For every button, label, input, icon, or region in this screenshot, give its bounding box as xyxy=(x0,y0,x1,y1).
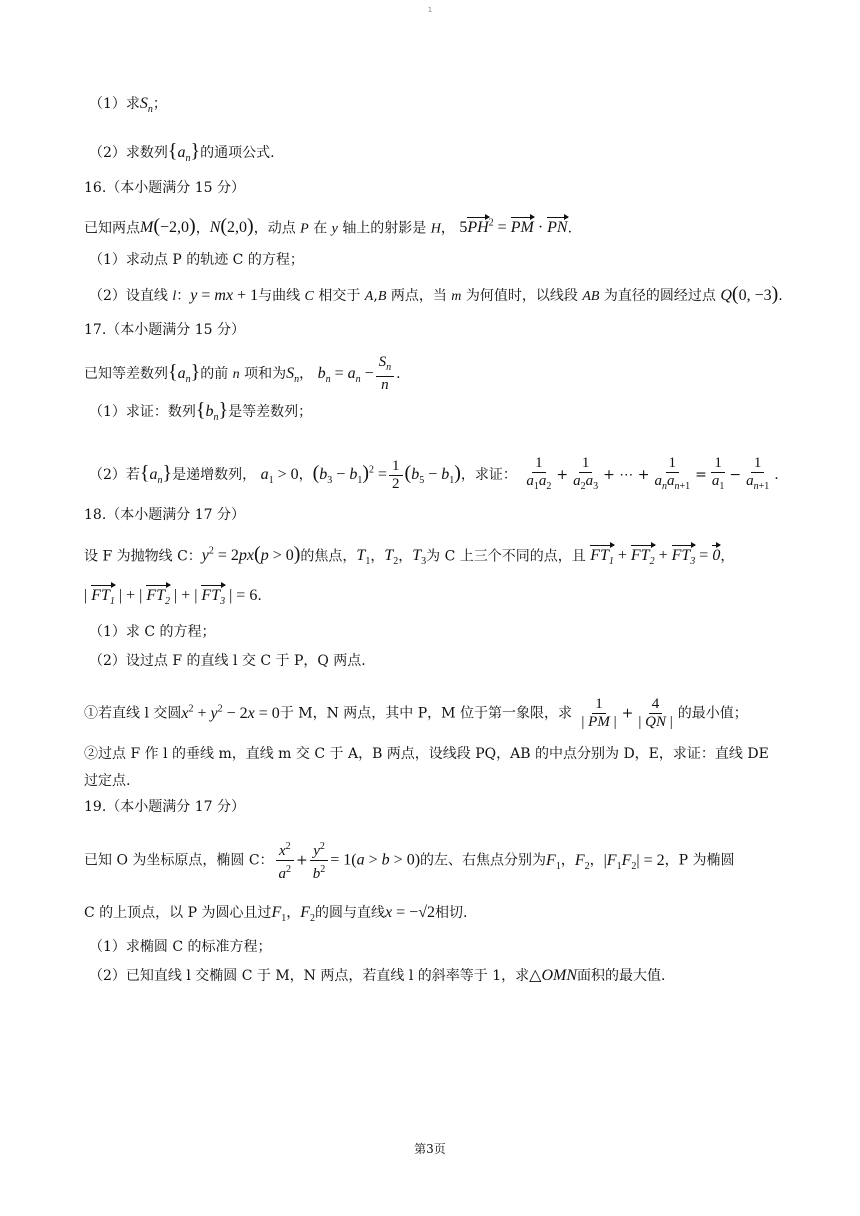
p19-q2: （2）已知直线 l 交椭圆 C 于 M，N 两点，若直线 l 的斜率等于 1，求△OMN面积的最大值. xyxy=(89,967,666,984)
p17-q1: （1）求证：数列$\{b_n\}$是等差数列； xyxy=(89,399,313,424)
p16-stem: 已知两点M(−2,0)，N(2,0)，动点 P 在 y 轴上的射影是 H， $5PH^2$ = PM · PN. xyxy=(84,215,573,238)
p19-header: 19.（本小题满分 17 分） xyxy=(84,799,245,815)
p18-header: 18.（本小题满分 17 分） xyxy=(84,507,245,523)
p18-stem-2: | $FT_1$ | + | $FT_2$ | + | $FT_3$ | = 6. xyxy=(84,586,800,612)
p18-q1: （1）求 C 的方程； xyxy=(89,624,216,640)
p19-stem: 已知 O 为坐标原点，椭圆 C： $\frac{x^2}{a^2}$ + $\frac{y^2}{b^2}$ = 1(a > b > 0)的左、右焦点分别为$F_1$，$F_2$，$|F_1F_2| = 2$，P 为椭圆 xyxy=(84,838,800,883)
p16-q1: （1）求动点 P 的轨迹 C 的方程； xyxy=(89,252,304,268)
p16-header: 16.（本小题满分 15 分） xyxy=(84,180,245,196)
p18-stem: 设 F 为抛物线 C：$y^2 = 2px(p > 0)$的焦点，$T_1$，$T_2$，$T_3$为 C 上三个不同的点，且 $FT_1 + FT_2 + FT_3 = 0$， xyxy=(84,542,800,573)
p15-q2: （2）求数列$\{a_n\}$的通项公式. xyxy=(89,140,275,165)
p17-stem: 已知等差数列$\{a_n\}$的前 n 项和为$S_n$， $b_n = a_n$ − $\frac{S_n}{n}$ . xyxy=(84,354,401,393)
p18-q2: （2）设过点 F 的直线 l 交 C 于 P，Q 两点. xyxy=(89,653,366,669)
p19-q1: （1）求椭圆 C 的标准方程； xyxy=(89,939,272,955)
p18-s2-cont: 过定点. xyxy=(84,773,131,789)
p18-s2: ②过点 F 作 l 的垂线 m，直线 m 交 C 于 A，B 两点，设线段 PQ，AB 的中点分别为 D，E，求证：直线 DE xyxy=(84,746,769,762)
p17-q2: （2）若$\{a_n\}$是递增数列， $a_1 > 0$，$(b_3 - b_1)^2$ = $\frac{1}{2}$ $(b_5 - b_1)$，求证： $\frac{1}{a_1a_2}$ + $\frac{1}{a_2a_3}$ + ⋯ + $\frac{1}{a_na_{n+1}}$ = $\frac{1}{a_1}$ − $\frac{1}{a_{n+1}}$ . xyxy=(89,455,779,492)
p16-q2: （2）设直线 l：y = mx + 1与曲线 C 相交于 A,B 两点，当 m 为何值时，以线段 AB 为直径的圆经过点 Q(0, −3). xyxy=(89,283,783,305)
p17-header: 17.（本小题满分 15 分） xyxy=(84,322,245,338)
p18-s1: ①若直线 l 交圆$x^2 + y^2 - 2x = 0$于 M，N 两点，其中 P，M 位于第一象限，求 $\frac{1}{| PM |}$ + $\frac{4}{| QN |}$ 的最小值； xyxy=(84,696,748,730)
p19-stem-2: C 的上顶点，以 P 为圆心且过$F_1$，$F_2$的圆与直线x = −√2相切. xyxy=(84,904,468,925)
p15-q1: （1）求$S_n$； xyxy=(89,95,167,116)
page-footer: 第3页 xyxy=(414,1142,446,1156)
page-number-mark: 1 xyxy=(427,6,433,14)
